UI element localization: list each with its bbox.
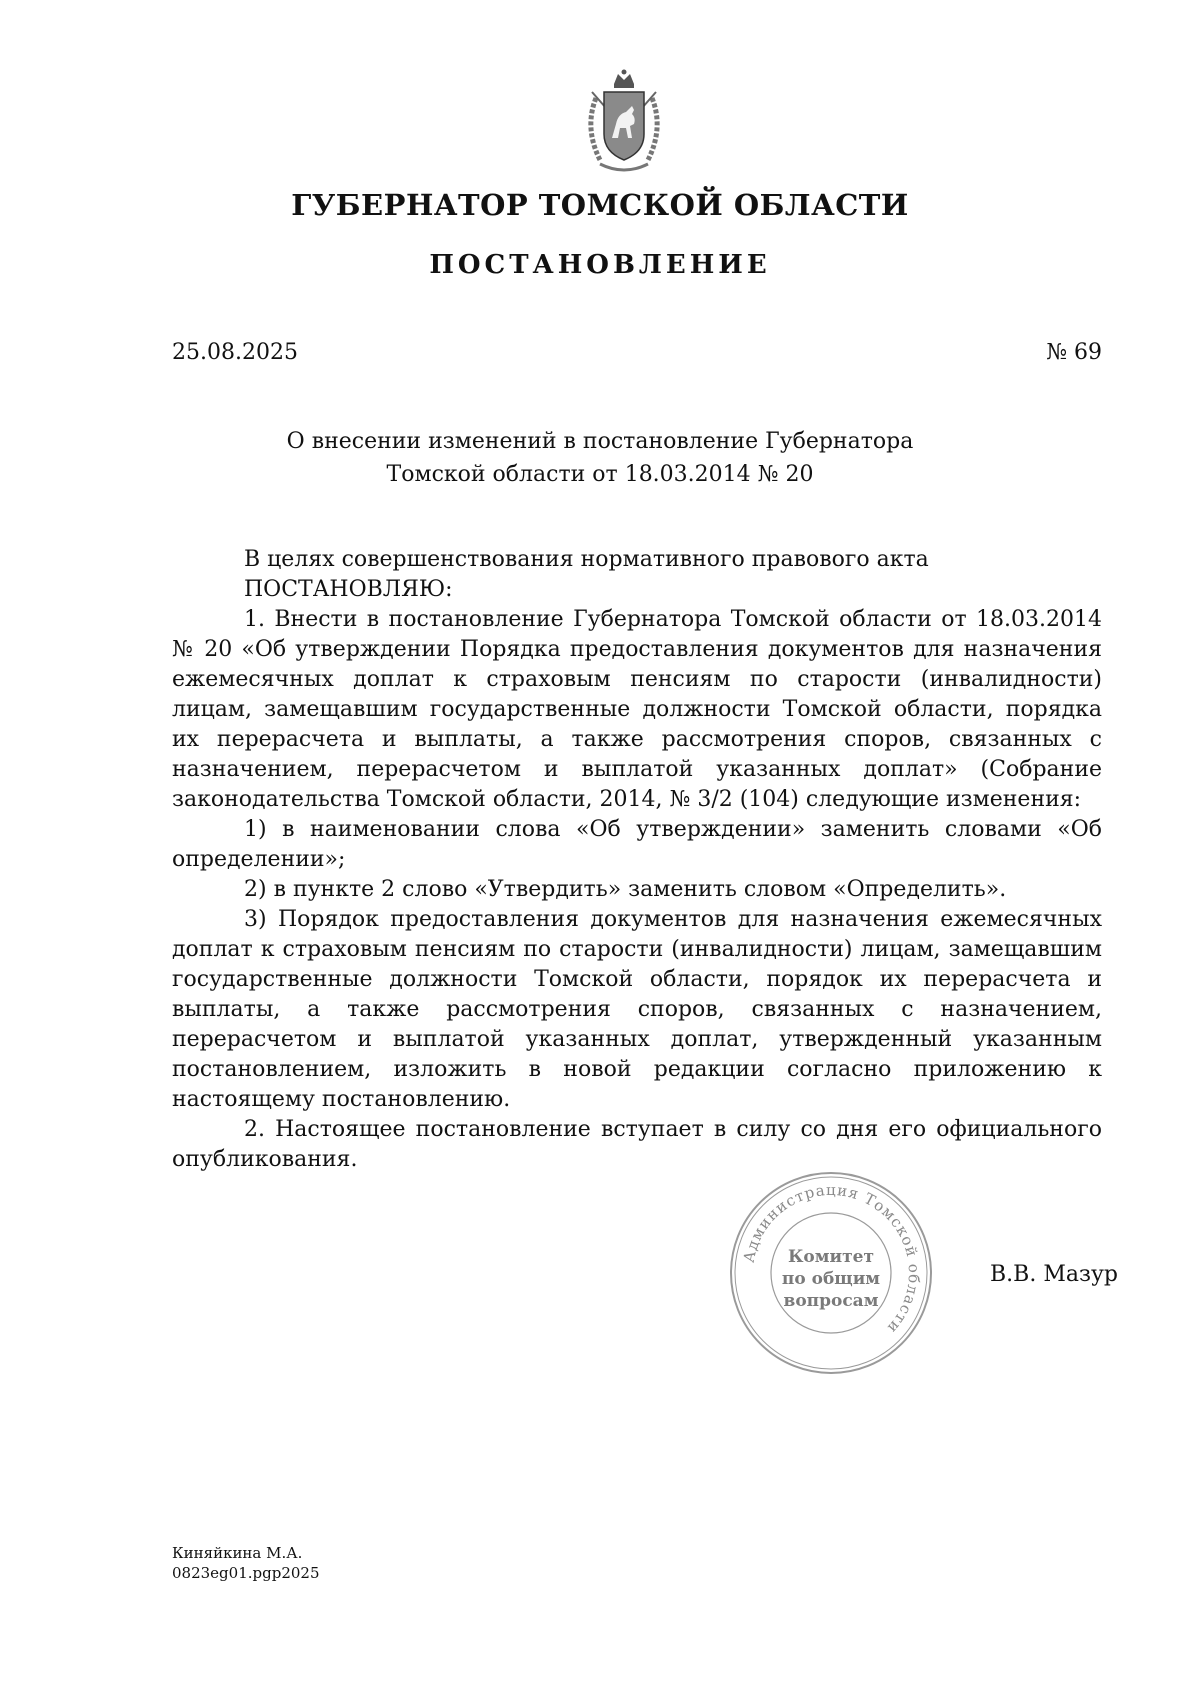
subject-line-2: Томской области от 18.03.2014 № 20 <box>386 462 814 487</box>
tomsk-coat-of-arms-icon <box>578 68 670 178</box>
seal-ring-text: Администрация Томской области <box>739 1180 924 1338</box>
decree-word: ПОСТАНОВЛЯЮ: <box>244 577 453 602</box>
subitem-1-paragraph: 1) в наименовании слова «Об утверждении» заменить словами «Об определении»; <box>172 817 1102 872</box>
subitem-2-paragraph: 2) в пункте 2 слово «Утвердить» заменить словом «Определить». <box>244 877 1007 902</box>
seal-center-line-1: Комитет <box>787 1247 875 1267</box>
file-code: 0823eg01.pgp2025 <box>172 1564 320 1582</box>
document-body <box>172 545 1102 1175</box>
item-1-paragraph: 1. Внести в постановление Губернатора Томской области от 18.03.2014 № 20 «Об утверждении Порядка предоставления документов для назначения ежемесячных доплат к страховым пенсиям по старости (инвалидности) лицам, замещавшим государственные должности Томской области, порядка их перерасчета и выплаты, а также рассмотрения споров, связанных с назначением, перерасчетом и выплатой указанных доплат» (Собрание законодательства Томской области, 2014, № 3/2 (104) следующие изменения: <box>172 607 1102 812</box>
seal-center-line-3: вопросам <box>783 1291 879 1311</box>
subitem-3-paragraph: 3) Порядок предоставления документов для назначения ежемесячных доплат к страховым пенсиям по старости (инвалидности) лицам, замещавшим государственные должности Томской области, порядок их перерасчета и выплаты, а также рассмотрения споров, связанных с назначением, перерасчетом и выплатой указанных доплат, утвержденный указанным постановлением, изложить в новой редакции согласно приложению к настоящему постановлению. <box>172 907 1102 1112</box>
official-seal-stamp <box>726 1168 936 1378</box>
executor-name: Киняйкина М.А. <box>172 1544 303 1562</box>
subject-line-1: О внесении изменений в постановление Губернатора <box>286 429 914 454</box>
document-type: ПОСТАНОВЛЕНИЕ <box>429 250 771 280</box>
footer-info <box>172 1543 320 1583</box>
document-subject <box>0 425 1200 491</box>
item-2-paragraph: 2. Настоящее постановление вступает в силу со дня его официального опубликования. <box>172 1117 1102 1172</box>
document-date: 25.08.2025 <box>172 340 298 365</box>
signer-name: В.В. Мазур <box>990 1262 1118 1287</box>
intro-paragraph: В целях совершенствования нормативного правового акта <box>244 547 929 572</box>
issuing-authority: ГУБЕРНАТОР ТОМСКОЙ ОБЛАСТИ <box>291 188 909 222</box>
seal-center-line-2: по общим <box>781 1269 881 1289</box>
document-number: № 69 <box>1046 340 1102 365</box>
